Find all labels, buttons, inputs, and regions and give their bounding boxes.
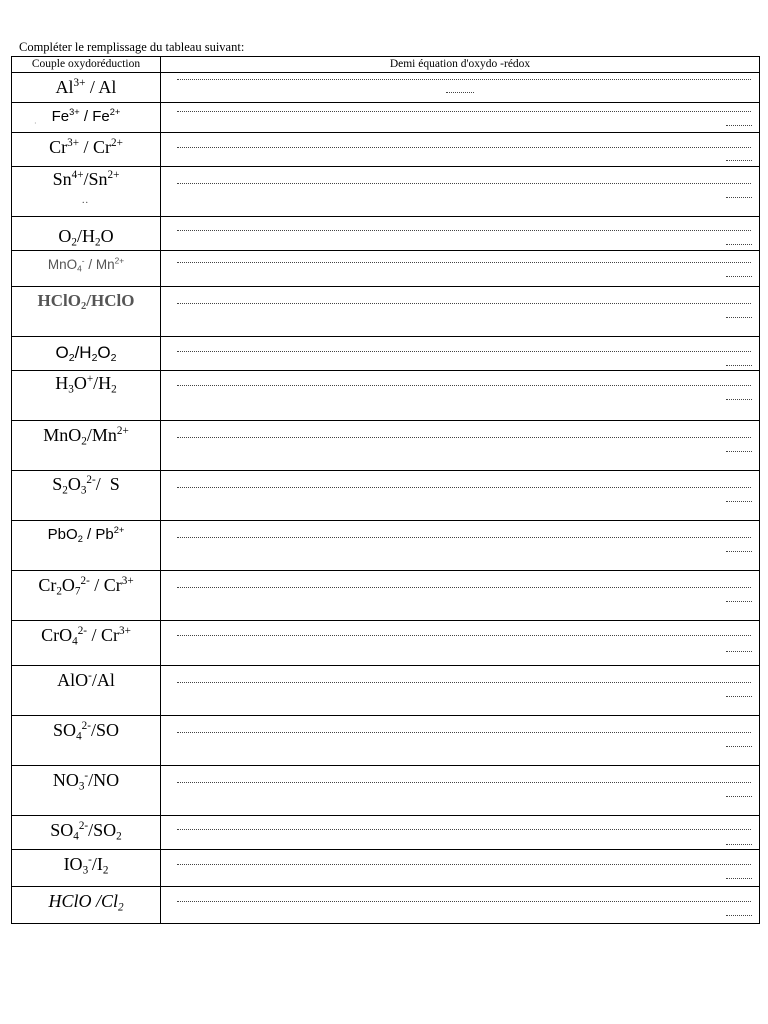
answer-cell[interactable] — [161, 716, 760, 766]
table-row — [12, 471, 760, 521]
instruction-text: Compléter le remplissage du tableau suivant: — [19, 40, 245, 54]
table-row — [12, 666, 760, 716]
couple-cell — [12, 337, 161, 371]
table-row — [12, 850, 760, 887]
table-row — [12, 251, 760, 287]
table-row — [12, 816, 760, 850]
answer-cell[interactable] — [161, 766, 760, 816]
couple-cell — [12, 73, 161, 103]
couple-cell — [12, 471, 161, 521]
table-row — [12, 73, 760, 103]
couple-label: $SO_4^{2-}/SO_2$ — [50, 819, 122, 843]
header-couple: Couple oxydoréduction — [12, 57, 161, 73]
answer-cell[interactable] — [161, 887, 760, 924]
table-row — [12, 337, 760, 371]
couple-cell — [12, 287, 161, 337]
answer-cell[interactable] — [161, 337, 760, 371]
answer-cell[interactable] — [161, 621, 760, 666]
couple-cell — [12, 850, 161, 887]
couple-cell — [12, 133, 161, 167]
table-row — [12, 371, 760, 421]
header-equation: Demi équation d'oxydo -rédox — [161, 57, 760, 73]
couple-label: $NO_3^-/NO$ — [52, 769, 120, 793]
answer-cell[interactable] — [161, 133, 760, 167]
couple-cell — [12, 421, 161, 471]
couple-label: $O_2/H_2O$ — [58, 226, 114, 249]
couple-label: HClO $/Cl_2$ — [48, 891, 124, 914]
couple-cell — [12, 521, 161, 571]
table-row — [12, 887, 760, 924]
couple-cell — [12, 666, 161, 716]
couple-label: $IO_3^-/I_2$ — [63, 853, 109, 877]
table-row — [12, 521, 760, 571]
couple-label: $Fe^{3+} / Fe^{2+}$ — [51, 106, 121, 125]
couple-label: $Cr^{3+} / Cr^{2+}$ — [49, 136, 123, 157]
table-row — [12, 716, 760, 766]
couple-label: $PbO_2 / Pb^{2+}$ — [47, 524, 125, 544]
couple-cell — [12, 766, 161, 816]
answer-cell[interactable] — [161, 167, 760, 217]
answer-cell[interactable] — [161, 103, 760, 133]
couple-cell — [12, 716, 161, 766]
couple-label: $CrO_4^{2-} / Cr^{3+}$ — [41, 624, 131, 648]
couple-label: $H_3O^+/H_2$ — [55, 372, 117, 396]
answer-cell[interactable] — [161, 816, 760, 850]
answer-cell[interactable] — [161, 521, 760, 571]
couple-label: $MnO_4^- / Mn^{2+}$ — [47, 255, 125, 274]
couple-label: $MnO_2/Mn^{2+}$ — [43, 424, 129, 448]
table-row — [12, 571, 760, 621]
couple-cell — [12, 371, 161, 421]
table-row — [12, 103, 760, 133]
couple-cell — [12, 621, 161, 666]
answer-cell[interactable] — [161, 287, 760, 337]
table-row — [12, 621, 760, 666]
couple-cell: $Sn^{4+}/Sn^{2+}$ .. — [12, 167, 161, 217]
couple-label: $S_2O_3^{2-}/$ S — [52, 473, 120, 497]
couple-label: $Sn^{4+}/Sn^{2+}$ — [52, 168, 120, 189]
table-row — [12, 421, 760, 471]
table-row — [12, 167, 760, 217]
couple-label: $Cr_2O_7^{2-} / Cr^{3+}$ — [38, 574, 134, 598]
answer-cell[interactable] — [161, 471, 760, 521]
answer-cell[interactable] — [161, 371, 760, 421]
table-row — [12, 287, 760, 337]
couple-cell: $Fe^{3+} / Fe^{2+}$ · — [12, 103, 161, 133]
couple-label: AlO-/Al — [57, 669, 115, 690]
couple-cell — [12, 887, 161, 924]
couple-label: $SO_4^{2-}/SO$ — [53, 719, 119, 743]
couple-cell — [12, 571, 161, 621]
table-row — [12, 133, 760, 167]
couple-label: $O_2/H_2O_2$ — [55, 343, 117, 365]
answer-cell[interactable] — [161, 421, 760, 471]
couple-cell — [12, 217, 161, 251]
answer-cell[interactable] — [161, 666, 760, 716]
answer-cell[interactable] — [161, 850, 760, 887]
table-row — [12, 766, 760, 816]
answer-cell[interactable] — [161, 73, 760, 103]
answer-cell[interactable] — [161, 251, 760, 287]
answer-cell[interactable] — [161, 217, 760, 251]
couple-label: HClO$_2$/HClO — [37, 291, 135, 313]
redox-table — [11, 56, 760, 924]
couple-label: $Al^{3+}$ / Al — [55, 76, 117, 97]
answer-cell[interactable] — [161, 571, 760, 621]
couple-cell — [12, 816, 161, 850]
table-row — [12, 217, 760, 251]
couple-cell — [12, 251, 161, 287]
table-header-row — [12, 57, 760, 73]
